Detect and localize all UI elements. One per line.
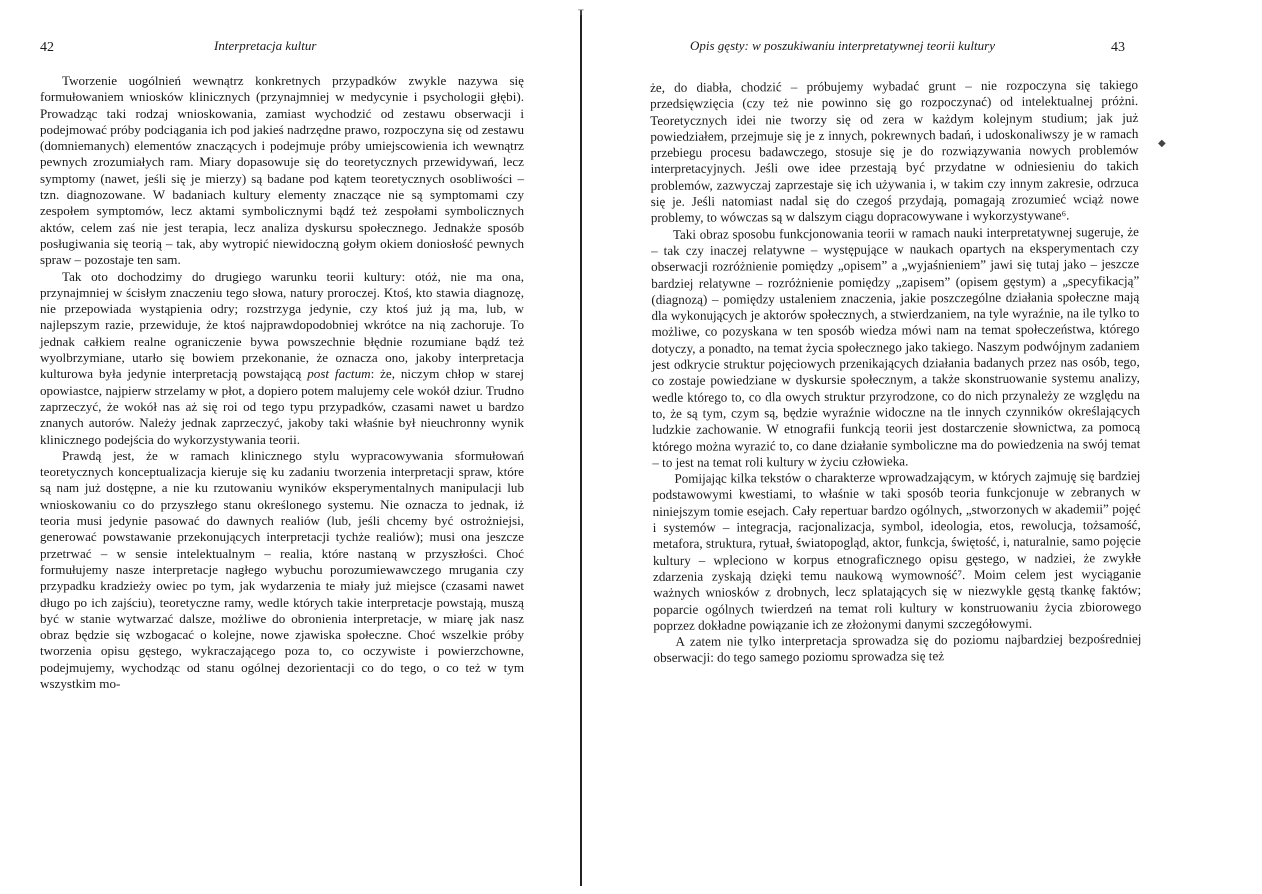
running-head-left: Interpretacja kultur [214, 38, 317, 53]
emphasis-post-factum: post factum [307, 366, 371, 382]
paragraph: że, do diabła, chodzić – próbujemy wybadać grunt – nie rozpoczyna się takiego przedsięwzięcia (czy też nie powinno się go rozpoczynać) od intelektualnej próżni. Teoretycznych idei nie tworzy się od zera w każdym kolejnym studium; jak już powiedziałem, przejmuje się je z innych, pokrewnych badań, i udoskonaliwszy je w ramach przebiegu procesu badawczego, stosuje się je do rozwiązywania nowych problemów interpretacyjnych. Jeśli owe idee przestają być przydatne w odniesieniu do takich problemów, zazwyczaj zaprzestaje się ich używania i, w takim czy innym zakresie, odrzuca się je. Jeśli natomiast nadal się do czegoś przydają, pomagają zrozumieć wciąż nowe problemy, to wówczas są w dalszym ciągu dopracowywane i wykorzystywane⁶. [650, 77, 1139, 226]
paragraph: Pomijając kilka tekstów o charakterze wprowadzającym, w których zajmuję się bardziej podstawowymi kwestiami, to właśnie w taki sposób teoria funkcjonuje w zebranych w niniejszym tomie esejach. Cały repertuar bardzo ogólnych, „stworzonych w akademii” pojęć i systemów – integracja, racjonalizacja, symbol, ideologia, etos, rewolucja, tożsamość, metafora, struktura, rytuał, światopogląd, aktor, funkcja, świętość, i, naturalnie, samo pojęcie kultury – wpleciono w korpus etnograficznego opisu gęstego, w nadziei, że zwykłe zdarzenia zyskają dzięki temu naukową wymowność⁷. Moim celem jest wyciąganie ważnych wniosków z drobnych, lecz splatających się w niezwykle gęstą tkankę faktów; poparcie ogólnych twierdzeń na temat roli kultury w konstruowaniu życia zbiorowego poprzez dokładne powiązanie ich ze złożonymi danymi szczegółowymi. [652, 468, 1142, 633]
paragraph [40, 269, 524, 448]
left-page [0, 0, 578, 894]
left-page-body [40, 73, 524, 692]
paragraph-text: Tak oto dochodzimy do drugiego warunku teorii kultury: otóż, nie ma ona, przynajmniej w ścisłym znaczeniu tego słowa, natury proroczej. Ktoś, kto stawia diagnozę, nie przepowiada wystąpienia odry; rozstrzyga jedynie, czy ktoś już ją ma, lub, w najlepszym razie, przewiduje, że ktoś najprawdopodobniej wkrótce na nią zachoruje. To jednak całkiem realne ograniczenie bywa powszechnie błędnie rozumiane bądź też wyolbrzymiane, utarło się bowiem przekonanie, że oznacza ono, jakoby interpretacja kulturowa była jedynie interpretacją powstającą [40, 268, 524, 382]
paragraph: Prawdą jest, że w ramach klinicznego stylu wypracowywania sformułowań teoretycznych konceptualizacja kieruje się ku zadaniu tworzenia interpretacji spraw, które są nam już dostępne, a nie ku rzutowaniu wyników eksperymentalnych manipulacji lub wnioskowaniu co do przyszłego stanu określonego systemu. Nie oznacza to jednak, iż teoria musi jedynie pasować do dawnych realiów (lub, jeśli chcemy być ostrożniejsi, generować powstawanie przekonujących interpretacji tychże realiów); musi ona jeszcze przetrwać – w sensie intelektualnym – realia, które nastaną w przyszłości. Choć formułujemy nasze interpretacje nagłego wybuchu porozumiewawczego mrugania czy przypadku kradzieży owiec po tym, jak wydarzenia te miały już miejsce (czasami nawet długo po ich zajściu), teoretyczne ramy, wedle których takie interpretacje powstają, muszą być w stanie wytwarzać dalsze, możliwe do obronienia interpretacje, w miarę jak nasz obraz będzie się wzbogacać o kolejne, nowe zjawiska społeczne. Choć wszelkie próby tworzenia opisu gęstego, wykraczającego poza to, co oczywiste i powierzchowne, podejmujemy, wychodząc od stanu ogólnej dezorientacji co do tego, o co też w tym wszystkim mo- [40, 447, 524, 691]
right-page [586, 0, 1262, 894]
running-head-right: Opis gęsty: w poszukiwaniu interpretatywnej teorii kultury [690, 38, 995, 53]
right-page-body [650, 77, 1142, 667]
scan-artifact-mark: ┬ [578, 6, 584, 16]
page-number-left: 42 [40, 40, 54, 55]
paragraph: Tworzenie uogólnień wewnątrz konkretnych przypadków zwykle nazywa się formułowaniem wniosków klinicznych (przynajmniej w medycynie i psychologii głębi). Prowadząc taki rodzaj wnioskowania, zamiast wychodzić od zestawu obserwacji i podejmować próby podciągania ich pod jakieś nadrzędne prawo, rozpoczyna się od zestawu (domniemanych) elementów znaczących i podejmuje próby umiejscowienia ich wewnątrz pewnych zrozumiałych ram. Miary dopasowuje się do teoretycznych przewidywań, lecz symptomy (nawet, jeśli się je mierzy) są badane pod kątem teoretycznych osobliwości – tzn. diagnozowane. W badaniach kultury elementy znaczące nie są symptomami czy zespołem symptomów, lecz aktami symbolicznymi bądź też zespołami symbolicznych aktów, celem zaś nie jest terapia, lecz analiza dyskursu społecznego. Jednakże sposób posługiwania się teorią – tak, aby wytropić niewidoczną gołym okiem doniosłość pewnych spraw – pozostaje ten sam. [40, 73, 524, 268]
paragraph-text: : że, niczym chłop w starej opowiastce, najpierw strzelamy w płot, a dopiero potem malujemy cele wokół dziur. Trudno zaprzeczyć, że wokół nas aż się roi od tego typu przypadków, czasami nawet u bardzo znanych autorów. Należy jednak zaprzeczyć, jakoby taki właśnie był nieuchronny wynik klinicznego podejścia do wykorzystywania teorii. [40, 366, 524, 447]
book-spine-divider [580, 10, 582, 886]
margin-mark-icon: ◆ [1158, 138, 1166, 149]
paragraph: Taki obraz sposobu funkcjonowania teorii w ramach nauki interpretatywnej sugeruje, że – tak czy inaczej relatywne – występujące w naukach opartych na eksperymentach czy obserwacji rozróżnienie pomiędzy „opisem” a „wyjaśnieniem” jawi się tutaj jako – jeszcze bardziej relatywne – rozróżnienie pomiędzy „zapisem” (opisem gęstym) a „specyfikacją” (diagnozą) – pomiędzy ustaleniem znaczenia, jakie poszczególne działania społeczne mają dla wykonujących je aktorów społecznych, a stwierdzaniem, na tyle wyraźnie, na ile tylko to możliwe, co pozyskana w ten sposób wiedza mówi nam na temat społeczeństwa, którego dotyczy, a ponadto, na temat życia społecznego jako takiego. Naszym podwójnym zadaniem jest odkrycie struktur pojęciowych przenikających działania badanych przez nas osób, tego, co zostaje powiedziane w dyskursie społecznym, a także skonstruowanie systemu analizy, wedle którego to, co dla owych struktur przyrodzone, co do nich przynależy ze względu na to, że są tym, czym są, będzie wyraźnie widoczne na tle innych czynników określających ludzkie zachowanie. W etnografii funkcją teorii jest dostarczenie słownictwa, za pomocą którego można wyrazić to, co dane działanie symboliczne ma do powiedzenia na swój temat – to jest na temat roli kultury w życiu człowieka. [650, 223, 1141, 470]
paragraph: A zatem nie tylko interpretacja sprowadza się do poziomu najbardziej bezpośredniej obserwacji: do tego samego poziomu sprowadza się też [653, 631, 1142, 666]
page-number-right: 43 [1111, 40, 1125, 55]
